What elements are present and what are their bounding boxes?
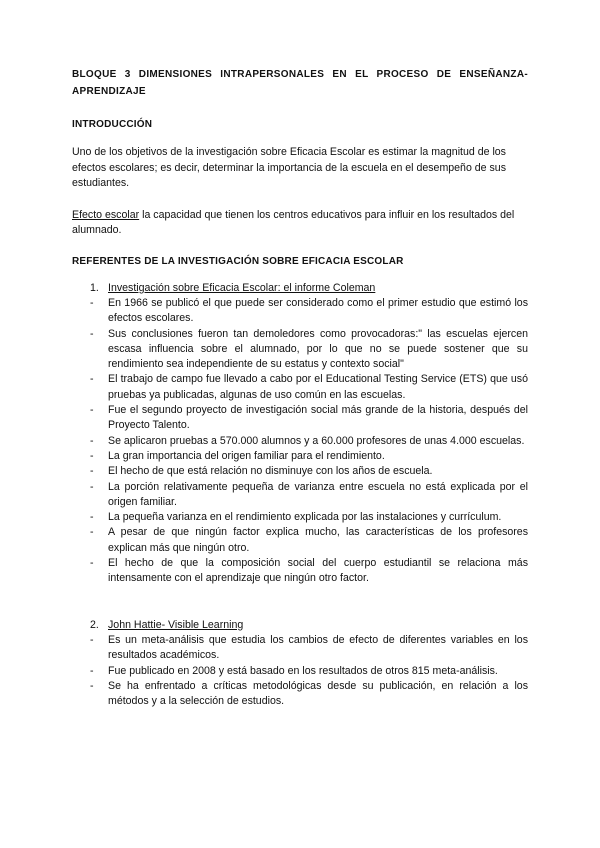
list-item [72, 633, 528, 664]
list-item-text: La gran importancia del origen familiar para el rendimiento. [108, 449, 385, 462]
intro-heading: INTRODUCCIÓN [72, 119, 153, 130]
definition-text: la capacidad que tienen los centros educativos para influir en los resultados del alumnado. [72, 208, 515, 236]
definition-paragraph [72, 208, 528, 239]
intro-paragraph: Uno de los objetivos de la investigación sobre Eficacia Escolar es estimar la magnitud de los efectos escolares; es decir, determinar la importancia de la escuela en el desempeño de sus estudiantes. [72, 146, 506, 189]
list-item-text: La porción relativamente pequeña de varianza entre escuela no está explicada por el origen familiar. [108, 480, 528, 508]
list-item [72, 664, 528, 679]
bullet-marker: - [90, 297, 94, 309]
document-page [72, 66, 528, 710]
list-item [72, 403, 528, 434]
bullet-marker: - [90, 526, 94, 539]
list-item [72, 449, 528, 464]
bullet-marker: - [90, 480, 94, 493]
bullet-marker: - [90, 434, 94, 447]
bullet-marker: - [90, 511, 94, 524]
list-item [72, 510, 528, 525]
list-item-text: A pesar de que ningún factor explica mucho, las características de los profesores explican más que ningún otro. [108, 526, 528, 554]
bullet-marker: - [90, 634, 94, 647]
list-item [72, 296, 528, 327]
section-2-list [72, 633, 528, 709]
list-item [72, 556, 528, 587]
list-item-text: Es un meta-análisis que estudia los cambios de efecto de diferentes variables en los resultados académicos. [108, 634, 528, 662]
list-item [72, 679, 528, 710]
bullet-marker: - [90, 557, 94, 570]
bullet-marker: - [90, 664, 94, 677]
bullet-marker: - [90, 327, 94, 340]
section-2-title: John Hattie- Visible Learning [108, 618, 244, 631]
section-1 [72, 281, 528, 587]
list-item-text: En 1966 se publicó el que puede ser considerado como el primer estudio que estimó los efectos escolares. [108, 297, 528, 325]
definition-term: Efecto escolar [72, 208, 140, 221]
section-1-list [72, 296, 528, 587]
section-2-heading [90, 618, 528, 634]
bullet-marker: - [90, 373, 94, 386]
list-item [72, 327, 528, 373]
list-item [72, 434, 528, 449]
bullet-marker: - [90, 404, 94, 417]
list-item-text: Sus conclusiones fueron tan demoledores como provocadoras:" las escuelas ejercen escasa influencia sobre el alumnado, por lo que no se puede sostener que su rendimiento sea independiente de su estatus y contexto social" [108, 327, 528, 371]
list-item-text: El hecho de que la composición social del cuerpo estudiantil se relaciona más intensamente con el aprendizaje que ningún otro factor. [108, 557, 528, 585]
list-item-text: La pequeña varianza en el rendimiento explicada por las instalaciones y currículum. [108, 511, 502, 524]
list-item [72, 480, 528, 511]
list-item-text: Fue el segundo proyecto de investigación social más grande de la historia, después del Proyecto Talento. [108, 404, 528, 432]
referents-heading: REFERENTES DE LA INVESTIGACIÓN SOBRE EFICACIA ESCOLAR [72, 255, 404, 267]
bullet-marker: - [90, 465, 94, 478]
list-item [72, 372, 528, 403]
list-item-text: Fue publicado en 2008 y está basado en los resultados de otros 815 meta-análisis. [108, 664, 498, 677]
section-1-number: 1. [90, 281, 99, 294]
list-item [72, 464, 528, 479]
section-1-title: Investigación sobre Eficacia Escolar: el informe Coleman [108, 281, 376, 294]
list-item-text: El hecho de que está relación no disminuye con los años de escuela. [108, 465, 433, 478]
list-item [72, 525, 528, 556]
section-2 [72, 618, 528, 710]
list-item-text: El trabajo de campo fue llevado a cabo por el Educational Testing Service (ETS) que usó pruebas ya publicadas, algunas de uso común en las escuelas. [108, 373, 528, 401]
list-item-text: Se ha enfrentado a críticas metodológicas desde su publicación, en relación a los métodos y a la selección de estudios. [108, 680, 528, 708]
bullet-marker: - [90, 680, 94, 693]
section-2-number: 2. [90, 618, 99, 631]
section-1-heading [90, 281, 528, 297]
bullet-marker: - [90, 449, 94, 462]
document-title: BLOQUE 3 DIMENSIONES INTRAPERSONALES EN EL PROCESO DE ENSEÑANZA-APRENDIZAJE [72, 69, 528, 97]
list-item-text: Se aplicaron pruebas a 570.000 alumnos y a 60.000 profesores de unas 4.000 escuelas. [108, 434, 525, 447]
